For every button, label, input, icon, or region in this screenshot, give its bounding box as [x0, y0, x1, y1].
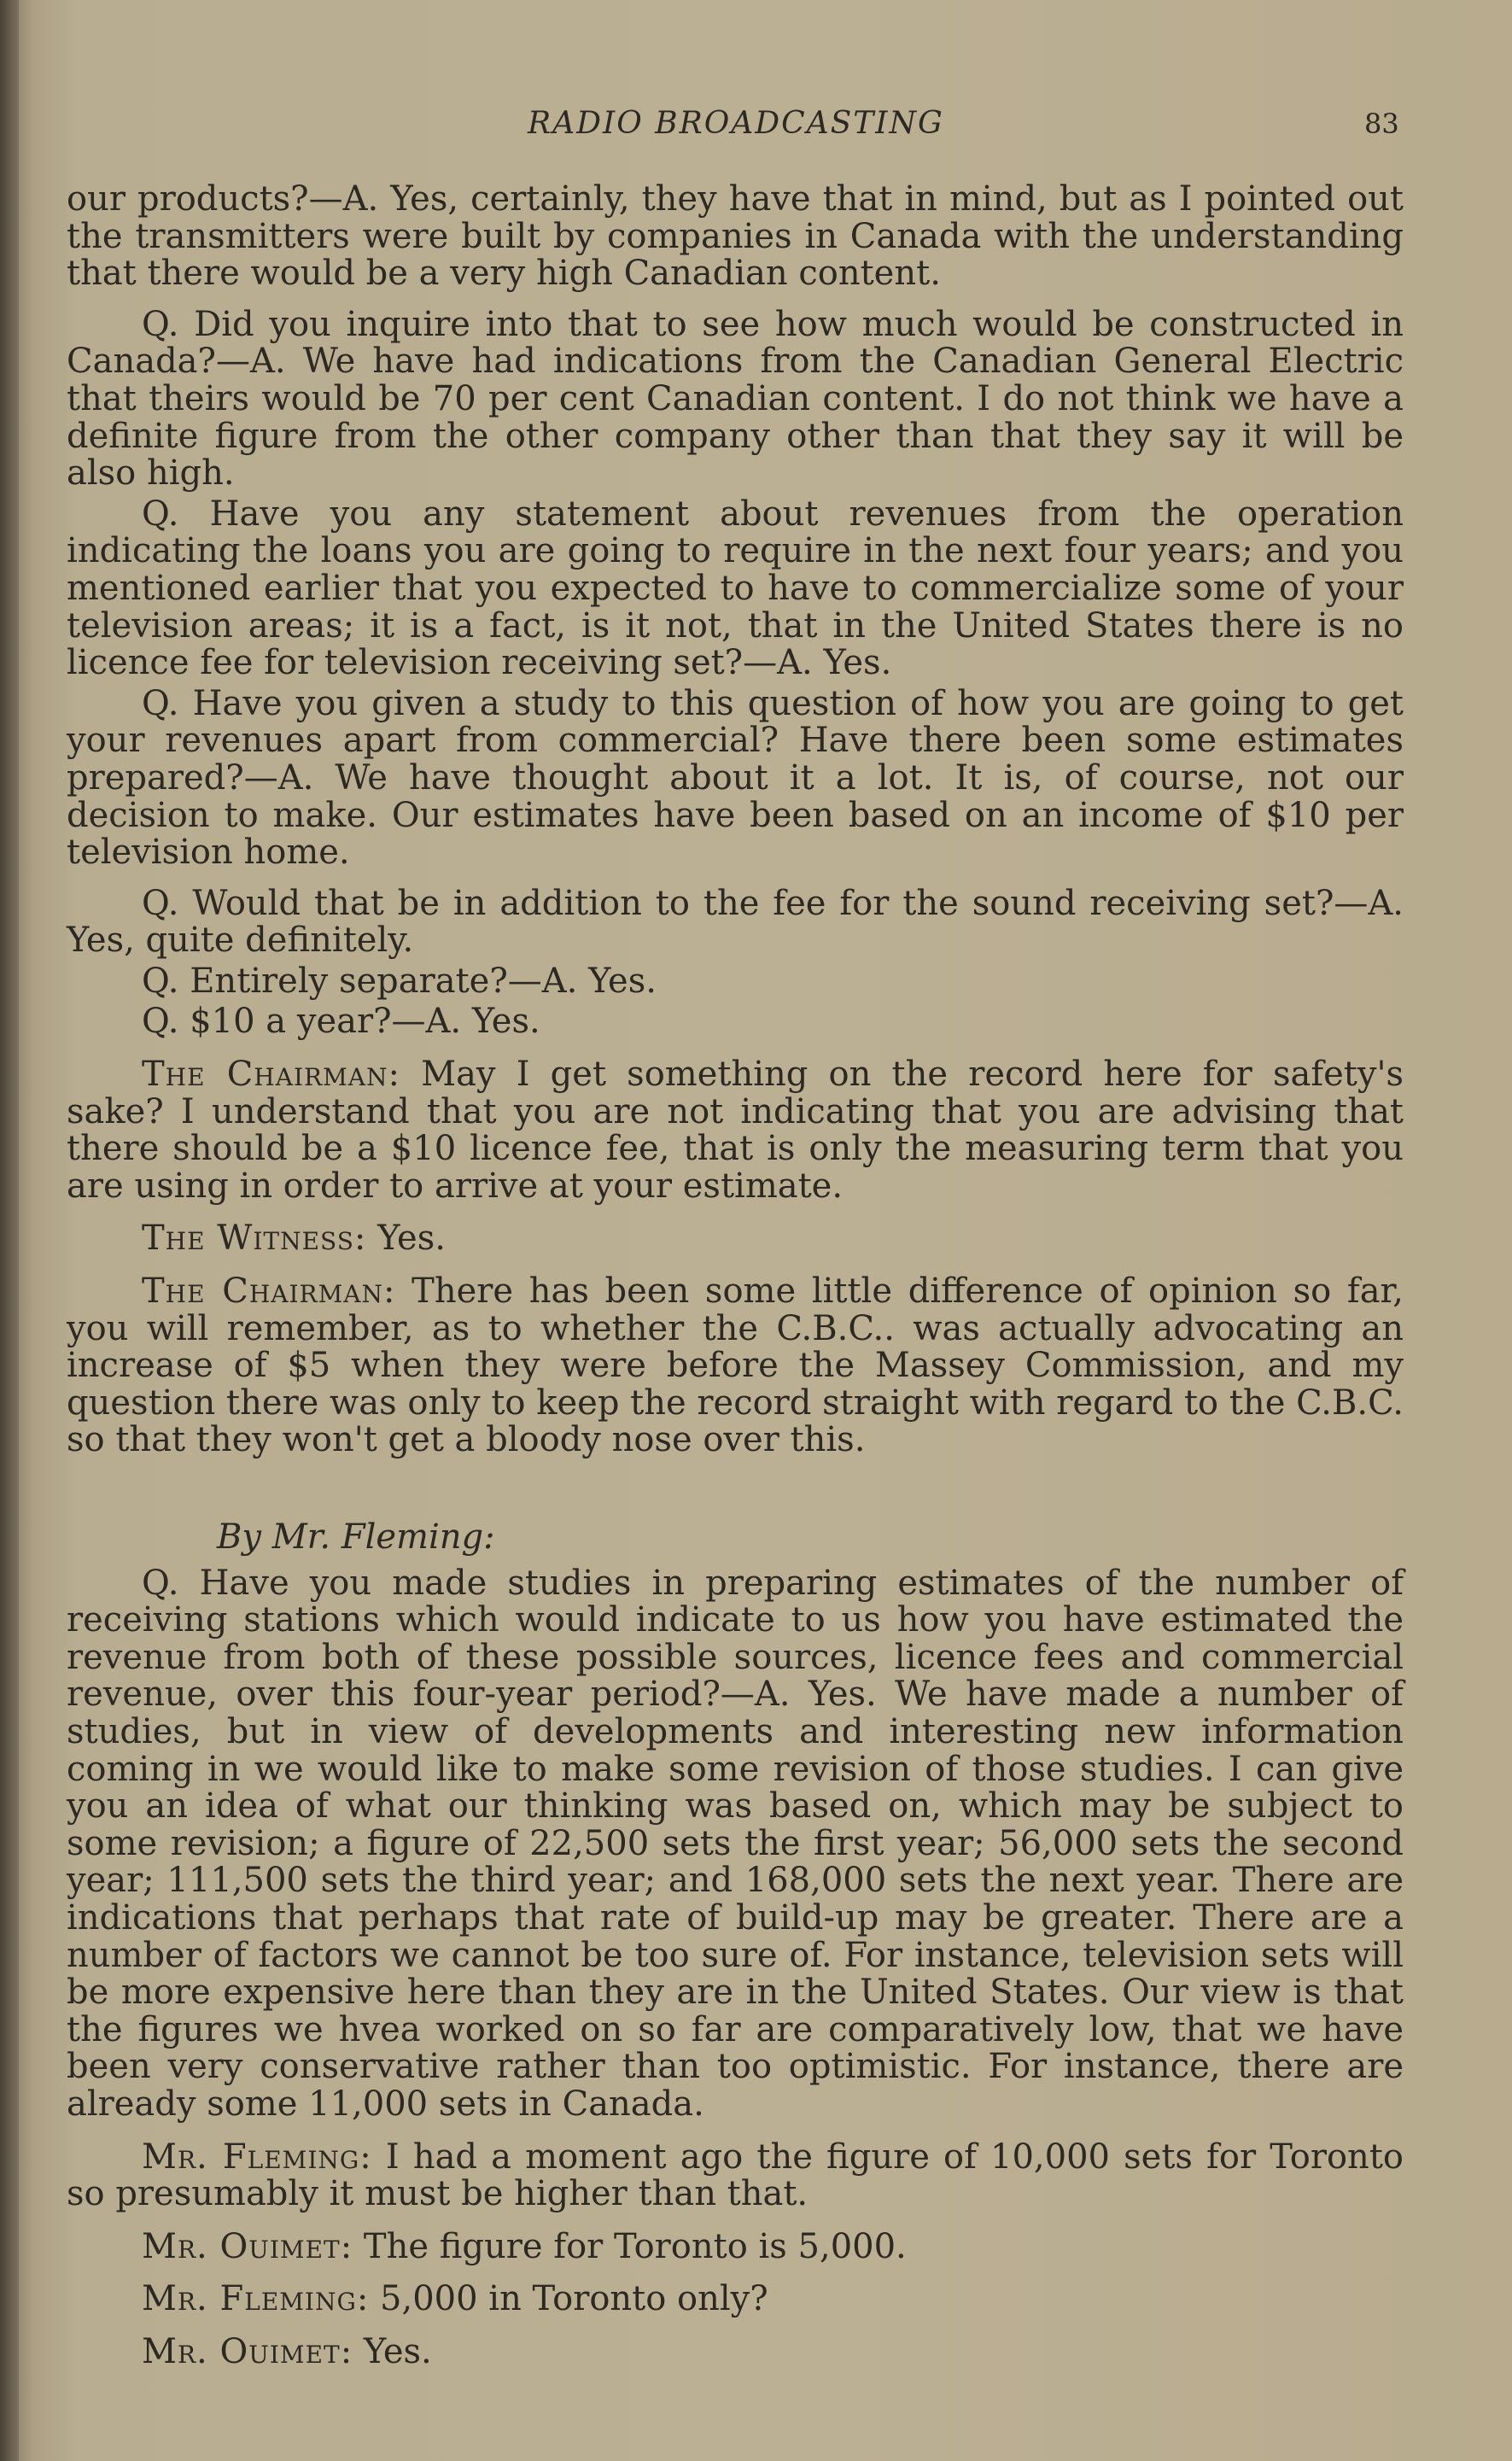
speaker-name: Mr. Fleming: — [142, 2137, 372, 2177]
running-title: RADIO BROADCASTING — [528, 106, 944, 141]
paragraph: Q. Have you any statement about revenues from the operation indicating the loans you are going to require in the next four years; and you mentioned earlier that you expected to have to commercialize some of your television areas; it is a fact, is it not, that in the United States there is no licence fee for television receiving set?—A. Yes. — [67, 494, 1404, 683]
page-header — [0, 106, 1512, 147]
speech-text: The figure for Toronto is 5,000. — [353, 2226, 907, 2266]
speech-text: There has been some little difference of opinion so far, you will remember, as to whether the C.B.C.. was actually advocating an increase of $5 when they were before the Massey Commission, and my question there was only to keep the record straight with regard to the C.B.C. so that they won't get a bloody nose over this. — [67, 1271, 1404, 1460]
speech-paragraph — [67, 1273, 1404, 1459]
paragraph: Q. Would that be in addition to the fee for the sound receiving set?—A. Yes, quite definitely. — [67, 883, 1404, 961]
speaker-name: The Witness: — [142, 1219, 367, 1259]
speech-text: I had a moment ago the figure of 10,000 sets for Toronto so presumably it must be higher than that. — [67, 2137, 1404, 2214]
speech-paragraph — [67, 1056, 1404, 1205]
body-text — [67, 181, 1404, 2374]
speaker-name: Mr. Ouimet: — [142, 2226, 353, 2266]
speech-text: Yes. — [353, 2331, 432, 2371]
paragraph: Q. Have you made studies in preparing estimates of the number of receiving stations which would indicate to us how you have estimated the revenue from both of these possible sources, licence fees and commercial revenue, over this four-year period?—A. Yes. We have made a number of studies, but in view of developments and interesting new information coming in we would like to make some revision of those studies. I can give you an idea of what our thinking was based on, which may be subject to some revision; a figure of 22,500 sets the first year; 56,000 sets the second year; 111,500 sets the third year; and 168,000 sets the next year. There are indications that perhaps that rate of build-up may be greater. There are a number of factors we cannot be too sure of. For instance, television sets will be more expensive here than they are in the United States. Our view is that the figures we hvea worked on so far are comparatively low, that we have been very conservative rather than too optimistic. For instance, there are already some 11,000 sets in Canada. — [67, 1563, 1404, 2124]
binding-gutter — [0, 0, 19, 2461]
examiner-subheading: By Mr. Fleming: — [217, 1517, 495, 1557]
paragraph: Q. Did you inquire into that to see how much would be constructed in Canada?—A. We have had indications from the Canadian General Electric that theirs would be 70 per cent Canadian content. I do not think we have a definite figure from the other company other than that they say it will be also high. — [67, 304, 1404, 494]
page-number: 83 — [1364, 108, 1399, 140]
paragraph: our products?—A. Yes, certainly, they have that in mind, but as I pointed out the transmitters were built by companies in Canada with the understanding that there would be a very high Canadian content. — [67, 179, 1404, 294]
speech-paragraph — [67, 2226, 1404, 2266]
speech-paragraph — [67, 2281, 1404, 2318]
speaker-name: Mr. Ouimet: — [142, 2331, 353, 2371]
speaker-name: The Chairman: — [142, 1271, 396, 1312]
speech-text: 5,000 in Toronto only? — [369, 2279, 768, 2319]
speaker-name: The Chairman: — [142, 1055, 400, 1095]
speech-paragraph — [67, 2139, 1404, 2213]
paragraph: Q. $10 a year?—A. Yes. — [142, 1002, 540, 1042]
speech-paragraph — [67, 1220, 1404, 1258]
paragraph: Q. Have you given a study to this question of how you are going to get your revenues apart from commercial? Have there been some estimates prepared?—A. We have thought about it a lot. It is, of course, not our decision to make. Our estimates have been based on an income of $10 per television home. — [67, 683, 1404, 873]
speech-text: May I get something on the record here for safety's sake? I understand that you are not indicating that you are advising that there should be a $10 licence fee, that is only the measuring term that you are using in order to arrive at your estimate. — [67, 1055, 1404, 1206]
paragraph: Q. Entirely separate?—A. Yes. — [142, 961, 657, 1001]
speech-paragraph — [67, 2331, 1404, 2371]
speaker-name: Mr. Fleming: — [142, 2279, 370, 2319]
speech-text: Yes. — [366, 1219, 446, 1259]
